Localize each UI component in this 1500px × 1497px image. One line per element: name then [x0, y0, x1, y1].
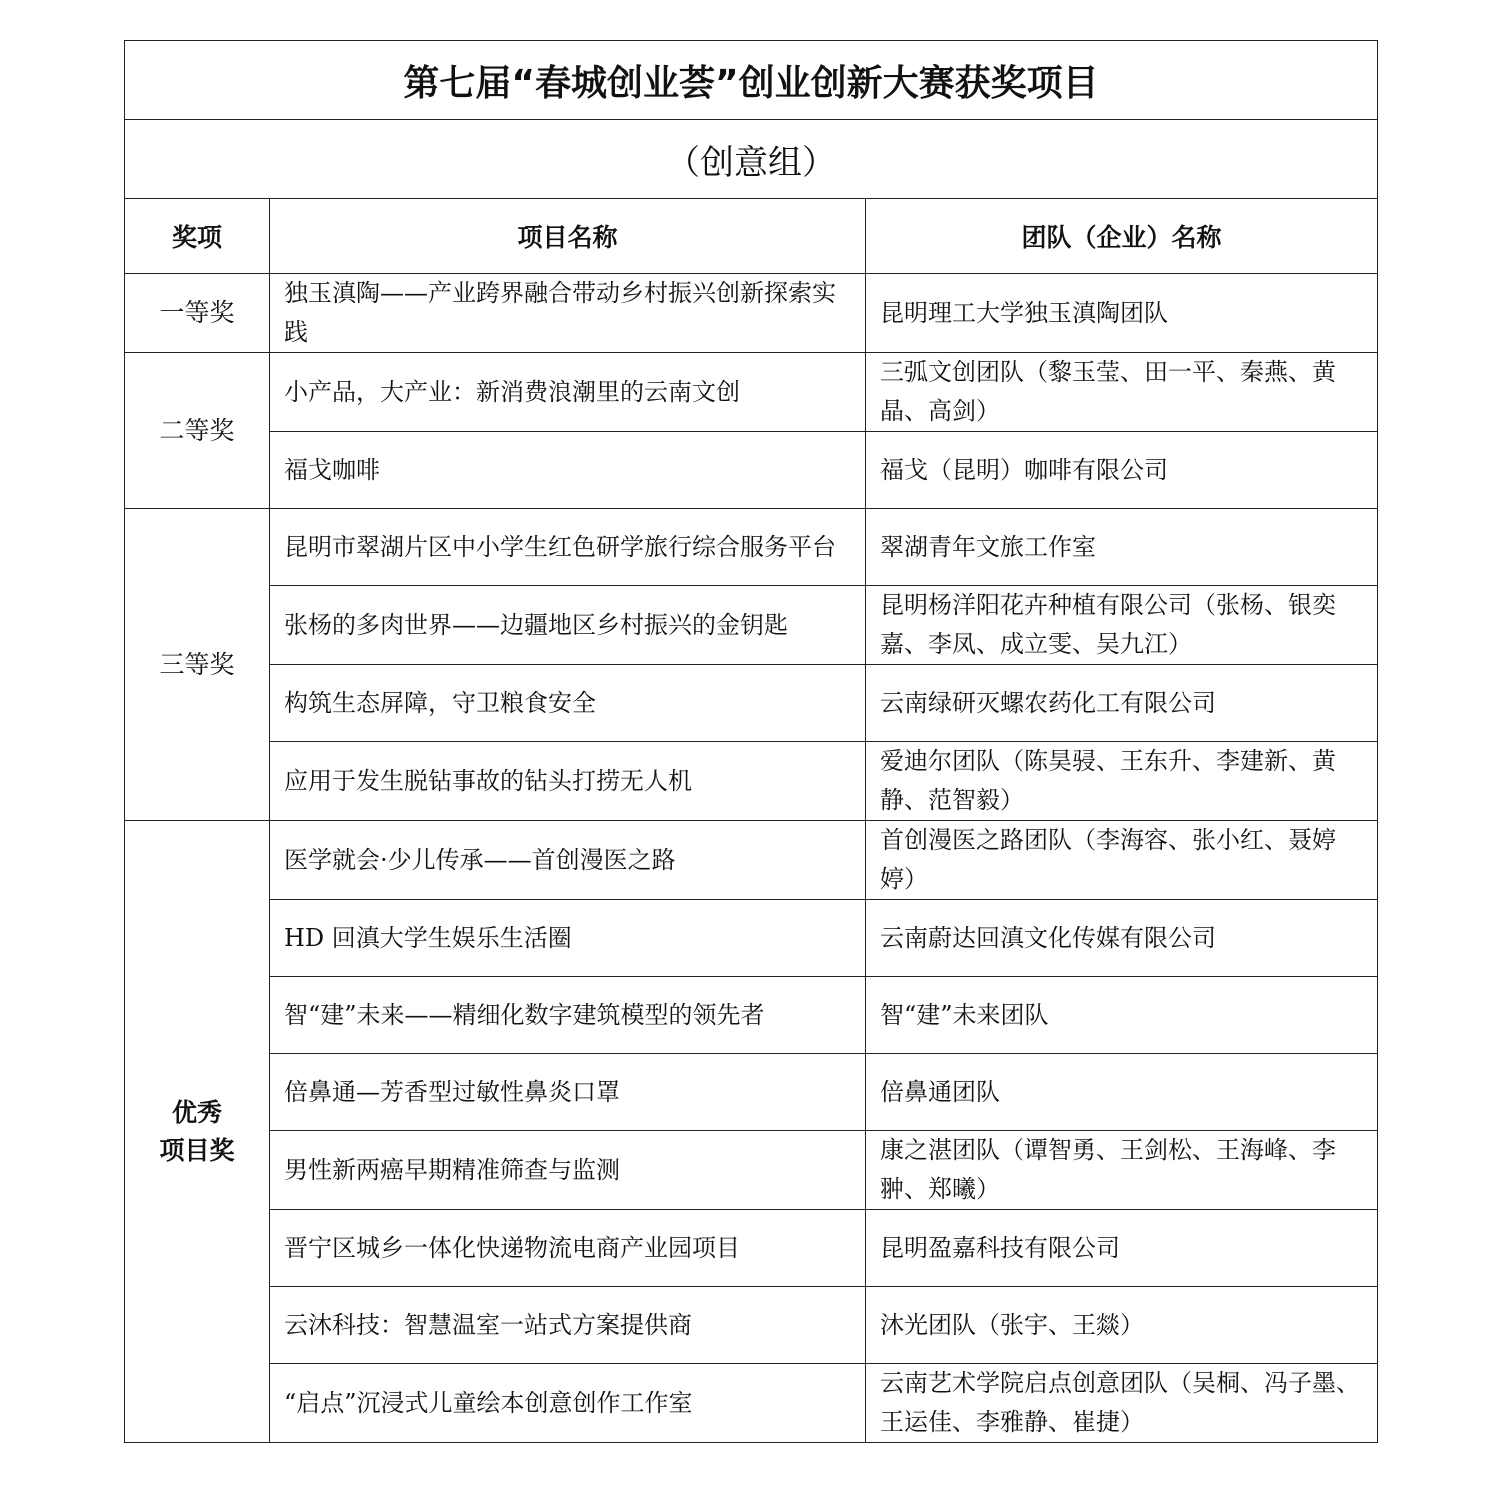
awards-table: [124, 40, 1378, 1443]
table-row: [125, 977, 1378, 1054]
award-second: 二等奖: [125, 353, 270, 509]
table-row: [125, 1054, 1378, 1131]
team-name: 智“建”未来团队: [866, 977, 1378, 1054]
table-row: [125, 665, 1378, 742]
team-name: 云南艺术学院启点创意团队（吴桐、冯子墨、王运佳、李雅静、崔捷）: [866, 1364, 1378, 1443]
team-name: 云南绿研灭螺农药化工有限公司: [866, 665, 1378, 742]
project-name: 福戈咖啡: [270, 432, 866, 509]
team-name: 康之湛团队（谭智勇、王剑松、王海峰、李翀、郑曦）: [866, 1131, 1378, 1210]
team-name: 福戈（昆明）咖啡有限公司: [866, 432, 1378, 509]
project-name: 智“建”未来——精细化数字建筑模型的领先者: [270, 977, 866, 1054]
header-row: [125, 199, 1378, 274]
table-row: [125, 821, 1378, 900]
table-row: [125, 586, 1378, 665]
team-name: 三弧文创团队（黎玉莹、田一平、秦燕、黄晶、高剑）: [866, 353, 1378, 432]
project-name: 医学就会·少儿传承——首创漫医之路: [270, 821, 866, 900]
project-name: 昆明市翠湖片区中小学生红色研学旅行综合服务平台: [270, 509, 866, 586]
project-name: “启点”沉浸式儿童绘本创意创作工作室: [270, 1364, 866, 1443]
project-name: 晋宁区城乡一体化快递物流电商产业园项目: [270, 1210, 866, 1287]
award-excellent: [125, 821, 270, 1443]
table-row: [125, 1131, 1378, 1210]
project-name: 独玉滇陶——产业跨界融合带动乡村振兴创新探索实践: [270, 274, 866, 353]
table-row: [125, 1210, 1378, 1287]
table-row: [125, 900, 1378, 977]
team-name: 昆明理工大学独玉滇陶团队: [866, 274, 1378, 353]
subtitle-row: [125, 120, 1378, 199]
project-name: 张杨的多肉世界——边疆地区乡村振兴的金钥匙: [270, 586, 866, 665]
team-name: 沐光团队（张宇、王燚）: [866, 1287, 1378, 1364]
team-name: 翠湖青年文旅工作室: [866, 509, 1378, 586]
project-name: 应用于发生脱钻事故的钻头打捞无人机: [270, 742, 866, 821]
header-award: 奖项: [125, 199, 270, 274]
project-name: 云沐科技：智慧温室一站式方案提供商: [270, 1287, 866, 1364]
table-subtitle: （创意组）: [125, 120, 1378, 199]
project-name: 小产品，大产业：新消费浪潮里的云南文创: [270, 353, 866, 432]
table-title: 第七届“春城创业荟”创业创新大赛获奖项目: [125, 41, 1378, 120]
team-name: 爱迪尔团队（陈昊骎、王东升、李建新、黄静、范智毅）: [866, 742, 1378, 821]
award-first: 一等奖: [125, 274, 270, 353]
table-row: [125, 1364, 1378, 1443]
award-third: 三等奖: [125, 509, 270, 821]
table-row: [125, 509, 1378, 586]
team-name: 昆明盈嘉科技有限公司: [866, 1210, 1378, 1287]
award-excellent-line1: 优秀: [171, 1097, 222, 1127]
table-row: [125, 742, 1378, 821]
team-name: 首创漫医之路团队（李海容、张小红、聂婷婷）: [866, 821, 1378, 900]
award-excellent-line2: 项目奖: [159, 1135, 235, 1165]
team-name: 倍鼻通团队: [866, 1054, 1378, 1131]
table-row: [125, 353, 1378, 432]
project-name: 倍鼻通—芳香型过敏性鼻炎口罩: [270, 1054, 866, 1131]
project-name: 男性新两癌早期精准筛查与监测: [270, 1131, 866, 1210]
table-row: [125, 274, 1378, 353]
title-row: [125, 41, 1378, 120]
project-name: HD 回滇大学生娱乐生活圈: [270, 900, 866, 977]
table-row: [125, 1287, 1378, 1364]
project-name: 构筑生态屏障，守卫粮食安全: [270, 665, 866, 742]
header-project: 项目名称: [270, 199, 866, 274]
team-name: 云南蔚达回滇文化传媒有限公司: [866, 900, 1378, 977]
table-row: [125, 432, 1378, 509]
team-name: 昆明杨洋阳花卉种植有限公司（张杨、银奕嘉、李凤、成立雯、吴九江）: [866, 586, 1378, 665]
header-team: 团队（企业）名称: [866, 199, 1378, 274]
